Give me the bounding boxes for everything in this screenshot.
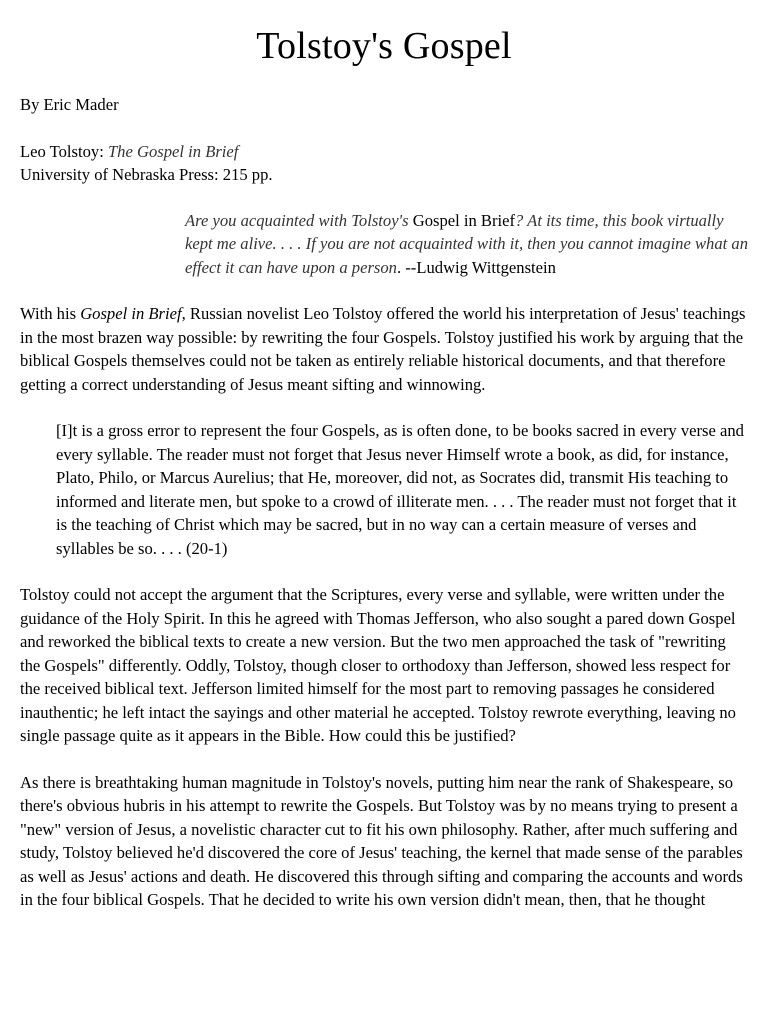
paragraph-1-book-title: Gospel in Brief xyxy=(80,304,182,323)
epigraph-attribution: . --Ludwig Wittgenstein xyxy=(396,257,556,277)
paragraph-2: Tolstoy could not accept the argument that the Scriptures, every verse and syllable, were written under the guidance of the Holy Spirit. In this he agreed with Thomas Jefferson, who also sought a pared down Gospel and reworked the biblical texts to create a new version. But the two men approached the task of "rewriting the Gospels" differently. Oddly, Tolstoy, though closer to orthodoxy than Jefferson, showed less respect for the received biblical text. Jefferson limited himself for the most part to removing passages he considered inauthentic; he left intact the sayings and other material he accepted. Tolstoy rewrote everything, leaving no single passage quite as it appears in the Bible. How could this be justified? xyxy=(20,585,736,745)
article-body xyxy=(20,93,748,912)
book-author: Leo Tolstoy: xyxy=(20,141,108,161)
epigraph-text-2: ? At its time, this book virtually kept me alive. . . . If you are not acquainted with it, then you cannot imagine what an effect it can have upon a person xyxy=(185,210,749,277)
epigraph xyxy=(185,209,748,280)
book-title: The Gospel in Brief xyxy=(107,141,239,161)
book-publisher: University of Nebraska Press: 215 pp. xyxy=(20,165,273,184)
page-title: Tolstoy's Gospel xyxy=(256,25,512,67)
paragraph-1-pre: With his xyxy=(20,304,81,323)
block-quote: [I]t is a gross error to represent the four Gospels, as is often done, to be books sacred in every verse and every syllable. The reader must not forget that Jesus never Himself wrote a book, as did, for instance, Plato, Philo, or Marcus Aurelius; that He, moreover, did not, as Socrates did, transmit His teaching to informed and literate men, but spoke to a crowd of illiterate men. . . . The reader must not forget that it is the teaching of Christ which may be sacred, but in no way can a certain measure of verses and syllables be so. . . . (20-1) xyxy=(56,421,744,558)
epigraph-text-1: Are you acquainted with Tolstoy's xyxy=(185,210,413,230)
paragraph-3: As there is breathtaking human magnitude in Tolstoy's novels, putting him near the rank of Shakespeare, so there's obvious hubris in his attempt to rewrite the Gospels. But Tolstoy was by no means trying to present a "new" version of Jesus, a novelistic character cut to fit his own philosophy. Rather, after much suffering and study, Tolstoy believed he'd discovered the core of Jesus' teaching, the kernel that made sense of the parables as well as Jesus' actions and death. He discovered this through sifting and comparing the accounts and words in the four biblical Gospels. That he decided to write his own version didn't mean, then, that he thought xyxy=(20,772,743,909)
paragraph-1-post: , Russian novelist Leo Tolstoy offered the world his interpretation of Jesus' teachings in the most brazen way possible: by rewriting the four Gospels. Tolstoy justified his work by arguing that the biblical Gospels themselves could not be taken as entirely reliable historical documents, and that therefore getting a correct understanding of Jesus meant sifting and winnowing. xyxy=(20,304,746,394)
book-info xyxy=(20,140,748,187)
paragraph-1 xyxy=(20,302,748,396)
epigraph-book-title: Gospel in Brief xyxy=(412,210,516,230)
byline: By Eric Mader xyxy=(20,95,119,114)
